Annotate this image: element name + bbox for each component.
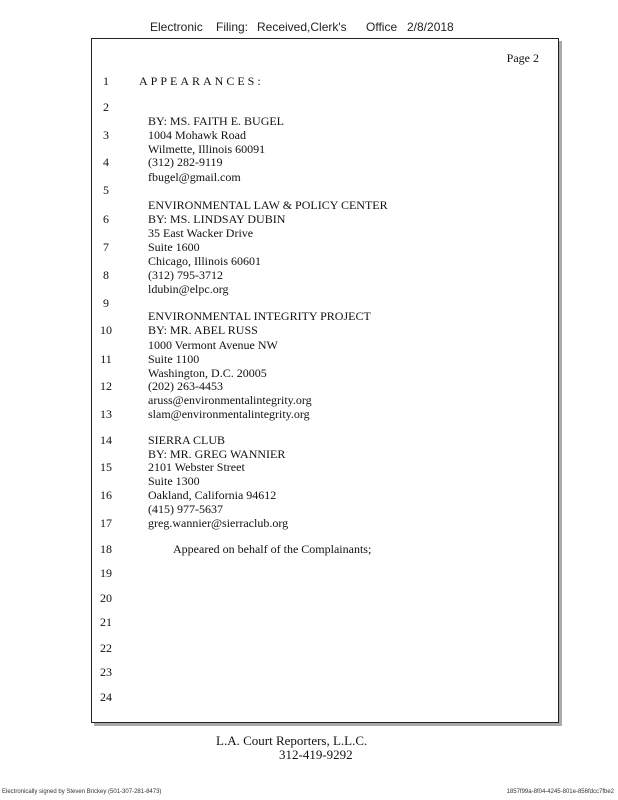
filing-header-word: Filing: xyxy=(216,20,249,34)
filing-date: 2/8/2018 xyxy=(407,20,454,34)
address-line: Washington, D.C. 20005 xyxy=(148,366,267,380)
address-line: 1004 Mohawk Road xyxy=(148,128,246,142)
line-number: 16 xyxy=(100,488,112,502)
reporter-company: L.A. Court Reporters, L.L.C. xyxy=(216,733,368,748)
line-number: 9 xyxy=(103,296,109,310)
line-number: 8 xyxy=(103,268,109,282)
filing-header-word: Received,Clerk's xyxy=(257,20,347,34)
attorney-name: BY: MR. ABEL RUSS xyxy=(148,323,258,337)
address-line: Wilmette, Illinois 60091 xyxy=(148,142,266,156)
address-line: Suite 1600 xyxy=(148,240,200,254)
line-number: 2 xyxy=(103,100,109,114)
phone-line: (312) 282-9119 xyxy=(148,155,223,169)
line-number: 15 xyxy=(100,460,112,474)
address-line: 2101 Webster Street xyxy=(148,460,245,474)
organization-name: ENVIRONMENTAL LAW & POLICY CENTER xyxy=(148,198,388,212)
filing-header-word: Office xyxy=(366,20,398,34)
line-number: 18 xyxy=(100,542,112,556)
filing-header-word: Electronic xyxy=(150,20,203,34)
line-number: 6 xyxy=(103,212,109,226)
organization-name: ENVIRONMENTAL INTEGRITY PROJECT xyxy=(148,309,371,323)
line-number: 13 xyxy=(100,407,112,421)
appearance-statement: Appeared on behalf of the Complainants; xyxy=(173,542,372,556)
line-number: 10 xyxy=(100,323,112,337)
email-line: fbugel@gmail.com xyxy=(148,170,241,184)
line-number: 23 xyxy=(100,665,112,679)
address-line: Oakland, California 94612 xyxy=(148,488,277,502)
email-line: ldubin@elpc.org xyxy=(148,282,229,296)
attorney-name: BY: MS. FAITH E. BUGEL xyxy=(148,114,285,128)
line-number: 21 xyxy=(100,615,112,629)
address-line: 1000 Vermont Avenue NW xyxy=(148,338,278,352)
address-line: Suite 1300 xyxy=(148,474,200,488)
appearances-heading: APPEARANCES: xyxy=(139,74,264,88)
line-number: 7 xyxy=(103,240,109,254)
address-line: Suite 1100 xyxy=(148,352,200,366)
address-line: 35 East Wacker Drive xyxy=(148,226,254,240)
line-number: 12 xyxy=(100,379,112,393)
line-number: 22 xyxy=(100,641,112,655)
attorney-name: BY: MS. LINDSAY DUBIN xyxy=(148,212,286,226)
phone-line: (312) 795-3712 xyxy=(148,268,223,282)
filing-stamp-header xyxy=(150,20,490,36)
email-line: slam@environmentalintegrity.org xyxy=(148,407,310,421)
line-number: 24 xyxy=(100,690,112,704)
document-id: 1857f99a-8f04-4245-801e-856fdcc7fbe2 xyxy=(506,789,614,795)
electronic-signature-note: Electronically signed by Steven Brickey (501-307-281-8473) xyxy=(2,789,162,795)
line-number: 1 xyxy=(103,74,109,88)
attorney-name: BY: MR. GREG WANNIER xyxy=(148,447,286,461)
phone-line: (202) 263-4453 xyxy=(148,379,223,393)
organization-name: SIERRA CLUB xyxy=(148,433,226,447)
reporter-phone: 312-419-9292 xyxy=(279,747,353,762)
line-number: 11 xyxy=(100,352,112,366)
phone-line: (415) 977-5637 xyxy=(148,502,223,516)
line-number: 17 xyxy=(100,516,112,530)
email-line: aruss@environmentalintegrity.org xyxy=(148,393,312,407)
line-number: 14 xyxy=(100,433,112,447)
line-number: 3 xyxy=(103,128,109,142)
line-number: 4 xyxy=(103,155,109,169)
line-number: 5 xyxy=(103,183,109,197)
email-line: greg.wannier@sierraclub.org xyxy=(148,516,289,530)
address-line: Chicago, Illinois 60601 xyxy=(148,254,261,268)
page-number: Page 2 xyxy=(506,51,539,65)
line-number: 20 xyxy=(100,591,112,605)
line-number: 19 xyxy=(100,566,112,580)
